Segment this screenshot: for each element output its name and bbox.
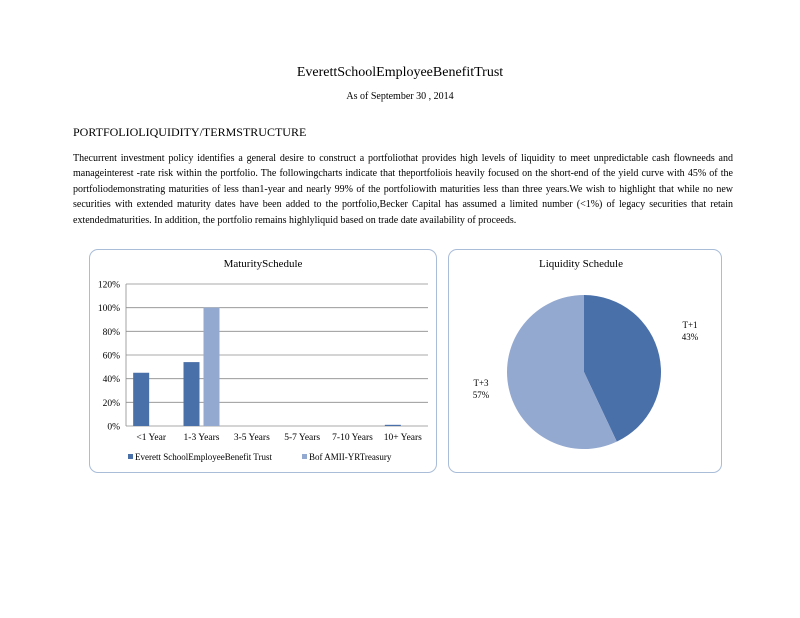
page-title: EverettSchoolEmployeeBenefitTrust <box>296 65 504 80</box>
pie-slice-value: 43% <box>681 332 699 342</box>
bar-x-tick-label: <1 Year <box>136 433 166 443</box>
body-paragraph: Thecurrent investment policy identifies a general desire to construct a portfoliothat provides high levels of liquidity to meet unpredictable cash flowneeds and manageinterest -rate risk within the portfolio. The followingcharts indicate that theportfoliois heavily focused on the short-end of the yield curve with 45% of the portfoliodemonstrating maturities of less than1-year and nearly 99% of the portfoliowith maturities less than three years.We wish to highlight that while no new securities with extended maturity dates have been added to the portfolio,Becker Capital has assumed a limited number (<1%) of legacy securities that retain extendedmaturities. In addition, the portfolio remains highlyliquid based on trade date availability of proceeds. <box>73 153 733 226</box>
bar-x-tick-label: 1-3 Years <box>183 433 220 443</box>
legend-label-2: Bof AMII-YRTreasury <box>309 452 392 462</box>
legend-label-1: Everett SchoolEmployeeBenefit Trust <box>135 452 272 462</box>
pie-slice-value: 57% <box>472 390 490 400</box>
bar-y-tick-label: 80% <box>102 327 120 338</box>
bar-x-tick-label: 10+ Years <box>383 433 422 443</box>
bar-y-tick-label: 100% <box>97 304 120 315</box>
as-of-date: As of September 30 , 2014 <box>346 91 454 102</box>
pie-slice-label: T+1 <box>682 320 698 330</box>
bar-x-tick-label: 3-5 Years <box>233 433 270 443</box>
bar-y-tick-label: 60% <box>102 351 120 362</box>
bar-y-tick-label: 0% <box>107 422 120 433</box>
bar-y-tick-label: 120% <box>97 280 120 291</box>
pie-chart-title: Liquidity Schedule <box>538 258 624 270</box>
bar-y-tick-label: 40% <box>102 375 120 386</box>
bar-chart-title: MaturitySchedule <box>223 258 303 270</box>
section-heading: PORTFOLIOLIQUIDITY/TERMSTRUCTURE <box>73 125 307 139</box>
pie-slice-label: T+3 <box>473 378 489 388</box>
bar-y-tick-label: 20% <box>102 398 120 409</box>
bar-x-tick-label: 5-7 Years <box>284 433 321 443</box>
bar-x-tick-label: 7-10 Years <box>332 433 373 443</box>
